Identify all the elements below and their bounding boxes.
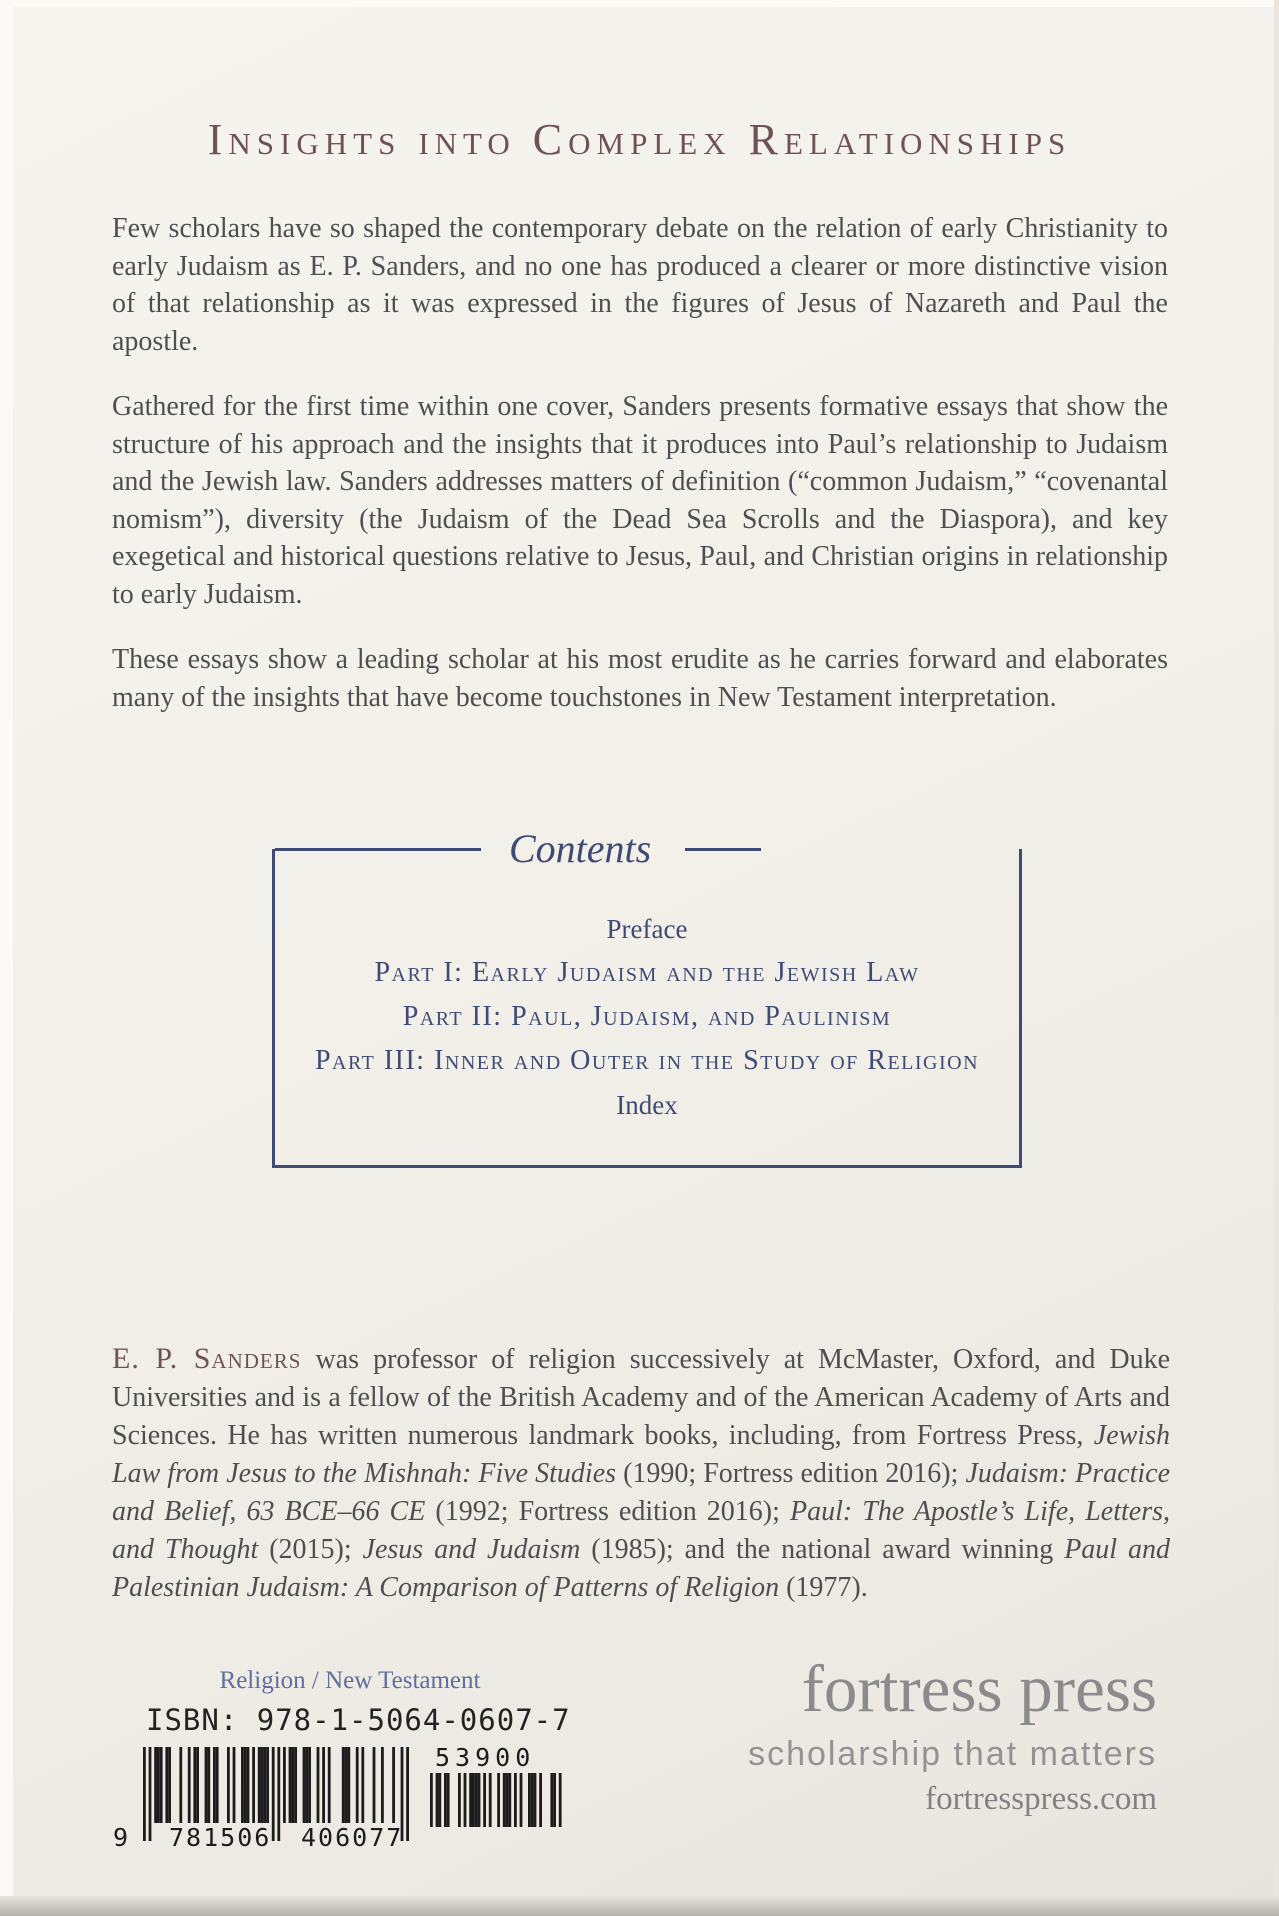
category-label: Religion / New Testament: [219, 1667, 481, 1694]
publisher-tagline: scholarship that matters: [748, 1735, 1157, 1773]
scan-edge-right: [1274, 0, 1279, 1916]
bio-text-segment: Jesus and Judaism: [362, 1534, 581, 1565]
contents-item: Part II: Paul, Judaism, and Paulinism: [402, 1001, 892, 1032]
border-segment-dash: [685, 848, 761, 851]
blurb-paragraph-1: Few scholars have so shaped the contemporary debate on the relation of early Christianity to early Judaism as E. P. Sanders, and no one has produced a clearer or more distinctive vision of that relationship as it was expressed in the figures of Jesus of Nazareth and Paul the apostle.: [112, 213, 1168, 357]
barcode-price-code: 53900: [435, 1743, 536, 1772]
border-segment-left: [275, 848, 481, 851]
ean13-barcode: [105, 1743, 585, 1859]
cover-headline: Insights into Complex Relationships: [207, 115, 1072, 164]
bio-text-segment: was professor of religion successively at McMaster, Oxford, and Duke Universities and is a fellow of the British Academy and of the American Academy of Arts and Sciences. He has written numerous landmark books, including, from Fortress Press,: [112, 1344, 1170, 1451]
bio-text-segment: (1992; Fortress edition 2016);: [425, 1496, 790, 1527]
bio-text-segment: (1985); and the national award winning: [580, 1534, 1065, 1565]
author-name: E. P. Sanders: [112, 1342, 302, 1375]
contents-item: Part III: Inner and Outer in the Study of Religion: [314, 1045, 980, 1076]
publisher-logo-text: fortress press: [801, 1652, 1157, 1726]
bio-text-segment: Paul and Palestinian Judaism: A Comparison of Patterns of Religion: [112, 1534, 1171, 1603]
publisher-website: fortresspress.com: [925, 1781, 1157, 1817]
contents-box: [272, 826, 1022, 1168]
contents-item: Preface: [606, 914, 688, 944]
bio-text-segment: (1977).: [779, 1572, 868, 1603]
isbn-label: ISBN: 978-1-5064-0607-7: [146, 1703, 571, 1737]
barcode-digit-group-2: 406077: [301, 1823, 404, 1852]
bio-text-segment: (1990; Fortress edition 2016);: [616, 1458, 966, 1489]
barcode-lead-digit: 9: [113, 1823, 131, 1852]
contents-list: [287, 907, 1007, 1127]
bio-text-segment: Jewish Law from Jesus to the Mishnah: Five Studies: [112, 1420, 1170, 1489]
barcode-digit-group-1: 781506: [169, 1823, 272, 1852]
contents-item: Index: [616, 1090, 678, 1120]
contents-heading: Contents: [509, 826, 652, 871]
blurb-paragraph-2: Gathered for the first time within one cover, Sanders presents formative essays that show the structure of his approach and the insights that it produces into Paul’s relationship to Judaism and the Jewish law. Sanders addresses matters of definition (“common Judaism,” “covenantal nomism”), diversity (the Judaism of the Dead Sea Scrolls and the Diaspora), and key exegetical and historical questions relative to Jesus, Paul, and Christian origins in relationship to early Judaism.: [112, 391, 1168, 610]
contents-item: Part I: Early Judaism and the Jewish Law: [374, 957, 920, 988]
bio-text-segment: (2015);: [258, 1534, 363, 1565]
bio-text-segment: Paul: The Apostle’s Life, Letters, and Thought: [112, 1496, 1170, 1565]
blurb-paragraph-3: These essays show a leading scholar at his most erudite as he carries forward and elaborates many of the insights that have become touchstones in New Testament interpretation.: [112, 644, 1168, 713]
scan-edge-left: [0, 0, 13, 1916]
scan-edge-top: [0, 0, 1279, 7]
author-bio: [112, 1340, 1170, 1607]
bio-text-segment: Judaism: Practice and Belief, 63 BCE–66 CE: [112, 1458, 1170, 1527]
contents-box-top-border: [275, 828, 1019, 870]
photo-shadow-bottom: [0, 1896, 1279, 1916]
publisher-block: [748, 1652, 1157, 1818]
barcode-supplement-bars: [430, 1773, 562, 1827]
